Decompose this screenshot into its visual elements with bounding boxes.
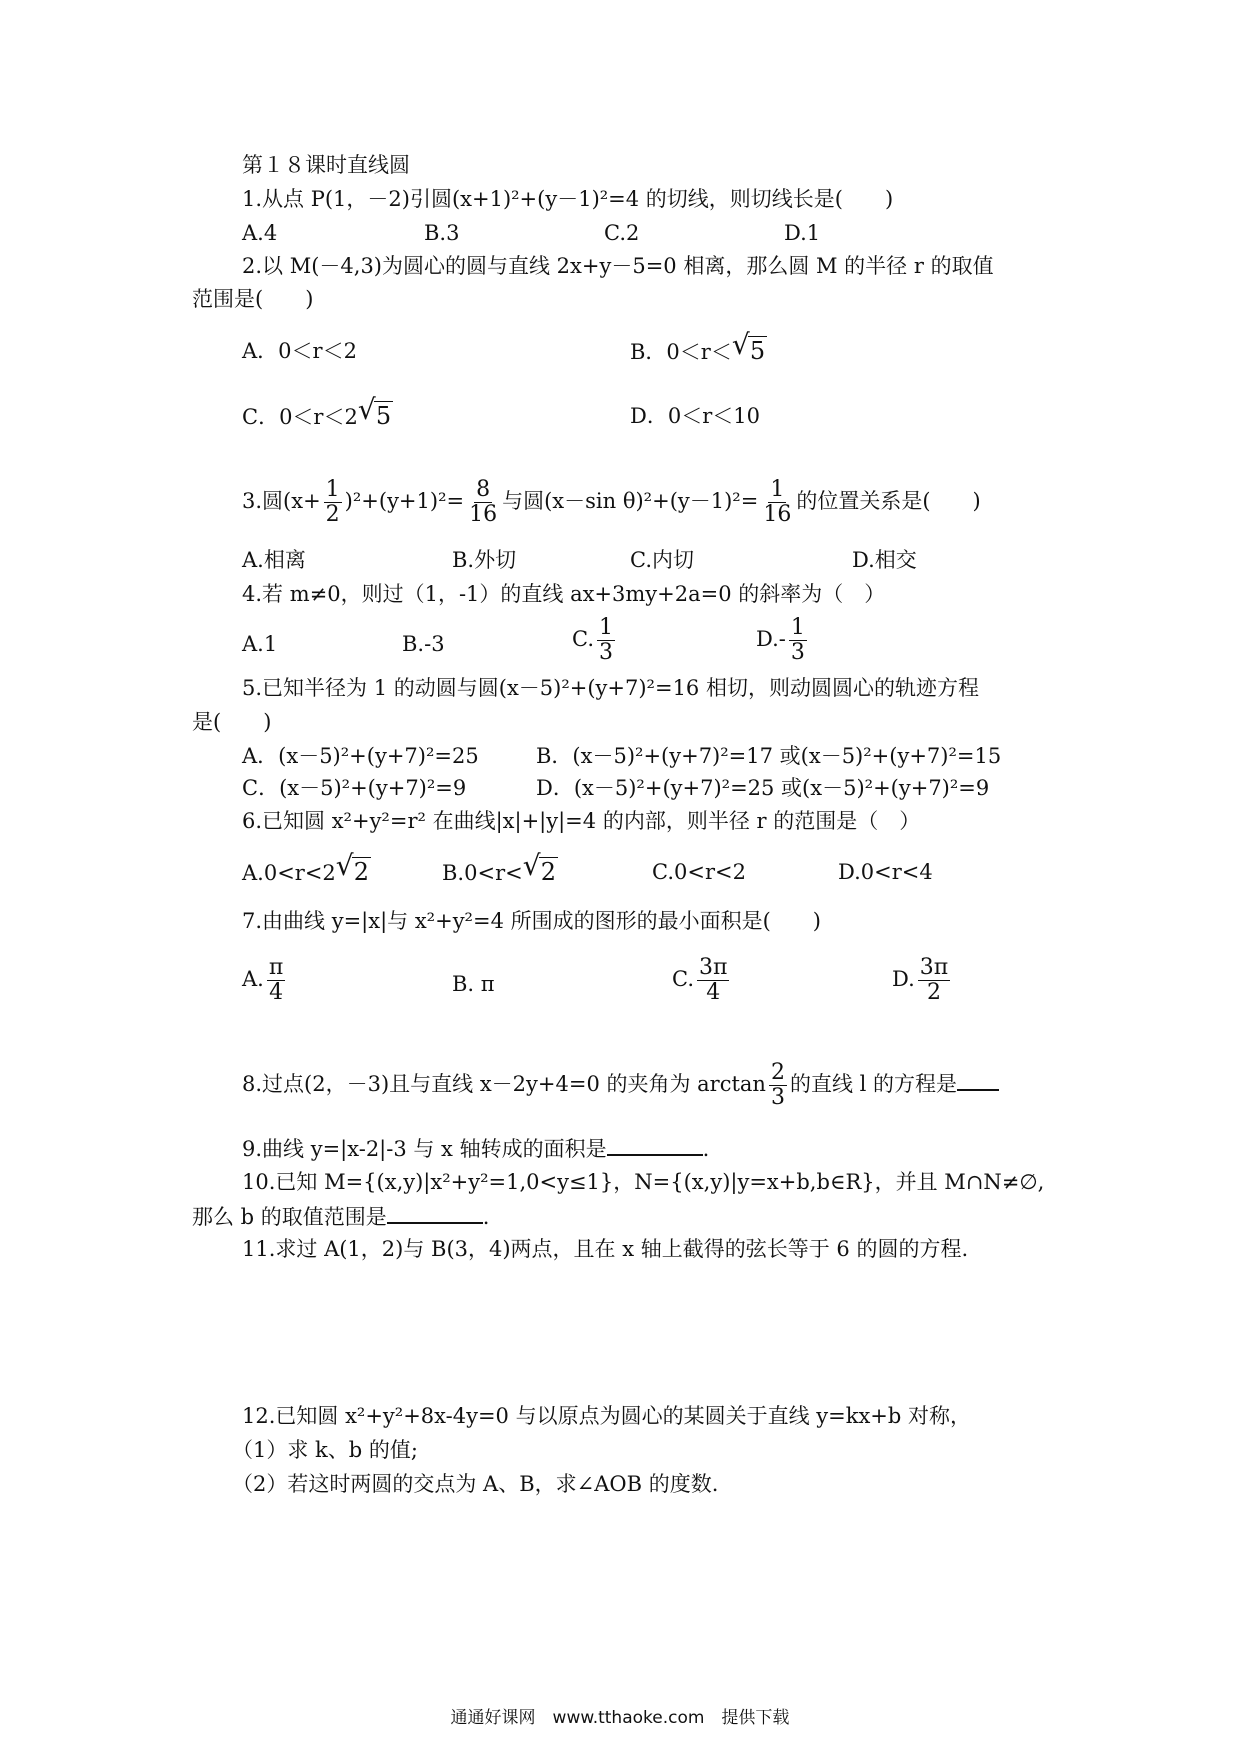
option-label: D. (892, 967, 915, 991)
fraction (769, 1061, 787, 1110)
answer-blank[interactable] (387, 1202, 483, 1224)
page-footer: 通通好课网 www.tthaoke.com 提供下载 (450, 1708, 790, 1728)
q9-end: . (702, 1137, 710, 1161)
question-4-option-b: B.-3 (402, 632, 445, 656)
denominator: 3 (770, 1085, 785, 1110)
question-3-stem (242, 478, 1072, 527)
answer-blank[interactable] (957, 1069, 999, 1091)
question-2-option-c (242, 402, 393, 431)
option-label: C. (572, 627, 594, 651)
question-3-option-c: C.内切 (630, 548, 694, 572)
q8-text-2: 的直线 l 的方程是 (789, 1072, 958, 1096)
question-6-option-c: C.0<r<2 (652, 860, 746, 884)
denominator: 3 (599, 640, 613, 665)
q3-text-2: )²+(y+1)²= (344, 489, 465, 513)
numerator: 1 (770, 477, 785, 502)
fraction (789, 616, 807, 665)
question-2-option-c-text: C．0＜r＜2 (242, 405, 358, 429)
option-label: C. (672, 967, 694, 991)
question-11-stem: 11.求过 A(1，2)与 B(3，4)两点，且在 x 轴上截得的弦长等于 6 的圆的方程. (242, 1237, 969, 1261)
question-4-option-a: A.1 (242, 632, 278, 656)
question-5-option-c: C．(x－5)²+(y+7)²=9 (242, 776, 467, 800)
denominator: 2 (927, 980, 941, 1005)
option-label: D.- (756, 627, 786, 651)
denominator: 3 (790, 640, 805, 665)
question-7-option-d (892, 956, 953, 1005)
answer-blank[interactable] (607, 1134, 703, 1156)
question-6-option-b (442, 858, 558, 887)
numerator: π (268, 955, 284, 980)
sqrt-symbol (734, 337, 767, 366)
radicand: 2 (353, 858, 370, 886)
numerator: 1 (790, 615, 805, 640)
radicand: 2 (540, 858, 556, 886)
question-10-stem-line2 (192, 1202, 1022, 1231)
q3-text-3: 与圆(x－sin θ)²+(y－1)²= (502, 489, 759, 513)
question-7-option-b: B. π (452, 972, 495, 996)
question-4-stem: 4.若 m≠0，则过（1，-1）的直线 ax+3my+2a=0 的斜率为（ ） (242, 582, 886, 606)
denominator: 4 (706, 980, 721, 1005)
question-5-option-d: D．(x－5)²+(y+7)²=25 或(x－5)²+(y+7)²=9 (536, 776, 990, 800)
denominator: 16 (763, 502, 792, 527)
question-7-option-c (672, 956, 732, 1005)
question-2-stem-line1: 2.以 M(－4,3)为圆心的圆与直线 2x+y－5=0 相离，那么圆 M 的半径 r 的取值 (242, 254, 994, 278)
question-1-option-c: C.2 (604, 221, 640, 245)
question-1-option-d: D.1 (784, 221, 821, 245)
numerator: 1 (599, 615, 613, 640)
question-12-stem: 12.已知圆 x²+y²+8x-4y=0 与以原点为圆心的某圆关于直线 y=kx+b 对称， (242, 1404, 972, 1428)
question-2-option-a: A．0＜r＜2 (242, 339, 357, 363)
question-1-option-b: B.3 (424, 221, 460, 245)
numerator: 3π (919, 955, 949, 980)
question-5-stem-line2: 是( ) (192, 710, 272, 734)
fraction (324, 478, 342, 527)
question-3-option-a: A.相离 (242, 548, 306, 572)
question-2-option-d: D．0＜r＜10 (630, 404, 760, 428)
question-1-option-a: A.4 (242, 221, 278, 245)
q9-text: 9.曲线 y=|x-2|-3 与 x 轴转成的面积是 (242, 1137, 607, 1161)
denominator: 16 (469, 502, 498, 527)
denominator: 2 (325, 502, 340, 527)
page-title: 第１８课时直线圆 (242, 153, 410, 177)
question-3-option-d: D.相交 (852, 548, 917, 572)
question-6-option-a (242, 858, 371, 887)
question-3-option-b: B.外切 (452, 548, 517, 572)
numerator: 8 (476, 477, 491, 502)
question-5-stem-line1: 5.已知半径为 1 的动圆与圆(x－5)²+(y+7)²=16 相切，则动圆圆心的轨迹方程 (242, 676, 979, 700)
radicand: 5 (749, 337, 766, 365)
fraction (761, 478, 793, 527)
numerator: 3π (699, 955, 728, 980)
fraction (918, 956, 950, 1005)
question-9-stem (242, 1134, 1072, 1163)
numerator: 2 (770, 1060, 785, 1085)
question-12-part-2: （2）若这时两圆的交点为 A、B，求∠AOB 的度数. (232, 1472, 719, 1496)
radicand: 5 (375, 402, 392, 430)
option-label: B.0<r< (442, 861, 523, 885)
numerator: 1 (325, 477, 340, 502)
fraction (597, 616, 615, 665)
denominator: 4 (269, 980, 284, 1005)
option-label: A.0<r<2 (242, 861, 336, 885)
question-7-stem: 7.由曲线 y=|x|与 x²+y²=4 所围成的图形的最小面积是( ) (242, 909, 821, 933)
question-2-option-b-text: B．0＜r＜ (630, 340, 732, 364)
question-5-option-b: B．(x－5)²+(y+7)²=17 或(x－5)²+(y+7)²=15 (536, 744, 1002, 768)
question-2-option-b (630, 337, 767, 366)
q3-text-1: 3.圆(x+ (242, 489, 321, 513)
fraction (267, 956, 285, 1005)
q3-text-4: 的位置关系是( ) (796, 489, 981, 513)
question-1-stem: 1.从点 P(1，－2)引圆(x+1)²+(y－1)²=4 的切线，则切线长是( ) (242, 187, 894, 211)
question-6-option-d: D.0<r<4 (838, 860, 933, 884)
question-10-stem-line1: 10.已知 M={(x,y)|x²+y²=1,0<y≤1}，N={(x,y)|y=x+b,b∈R}，并且 M∩N≠∅, (242, 1170, 1045, 1194)
option-label: A. (242, 967, 264, 991)
q10-text: 那么 b 的取值范围是 (192, 1205, 387, 1229)
sqrt-symbol (525, 858, 558, 887)
question-8-stem (242, 1061, 1072, 1110)
sqrt-symbol (338, 858, 371, 887)
q8-text-1: 8.过点(2，－3)且与直线 x－2y+4=0 的夹角为 arctan (242, 1072, 766, 1096)
question-7-option-a (242, 956, 288, 1005)
fraction (697, 956, 729, 1005)
q10-end: . (482, 1205, 490, 1229)
question-12-part-1: （1）求 k、b 的值; (232, 1438, 418, 1462)
question-6-stem: 6.已知圆 x²+y²=r² 在曲线|x|+|y|=4 的内部，则半径 r 的范围是（ ） (242, 809, 921, 833)
sqrt-symbol (360, 402, 393, 431)
question-4-option-d (756, 616, 810, 665)
fraction (467, 478, 499, 527)
question-2-stem-line2: 范围是( ) (192, 287, 314, 311)
question-4-option-c (572, 616, 618, 665)
question-5-option-a: A．(x－5)²+(y+7)²=25 (242, 744, 479, 768)
